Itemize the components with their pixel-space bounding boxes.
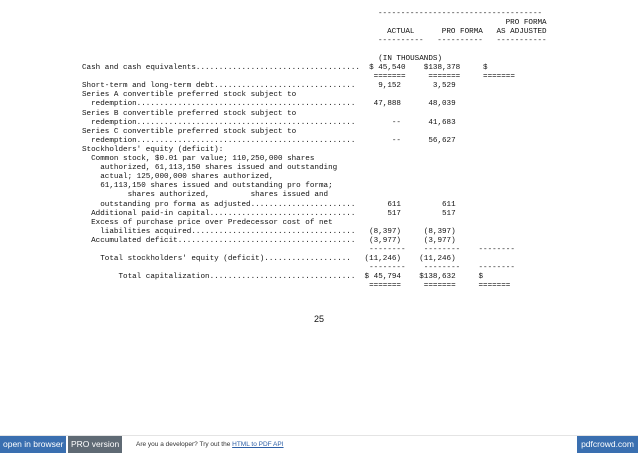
table-line: -------- -------- -------- <box>82 245 515 254</box>
table-line: Short-term and long-term debt............................... 9,152 3,529 <box>82 82 456 91</box>
table-line: Stockholders' equity (deficit): <box>82 145 224 154</box>
table-line: liabilities acquired.................................... (8,397) (8,397) <box>82 227 456 236</box>
table-line: actual; 125,000,000 shares authorized, <box>82 173 274 182</box>
pro-version-button[interactable]: PRO version <box>68 436 122 453</box>
table-line: redemption................................................ -- 41,683 <box>82 118 456 127</box>
table-line: Series A convertible preferred stock subject to <box>82 91 297 100</box>
table-line: redemption................................................ -- 56,627 <box>82 136 456 145</box>
table-line: -------- -------- -------- <box>82 264 515 273</box>
table-line: Series C convertible preferred stock subject to <box>82 127 297 136</box>
table-line: authorized, 61,113,150 shares issued and outstanding <box>82 164 338 173</box>
header-line: ---------- ---------- ----------- <box>378 37 547 46</box>
developer-message <box>136 436 284 453</box>
header-line: ACTUAL PRO FORMA AS ADJUSTED <box>378 28 547 37</box>
table-line: Cash and cash equivalents.................................... $ 45,540 $138,378 $ <box>82 64 488 73</box>
developer-message-text: Are you a developer? Try out the <box>136 441 231 448</box>
table-line: Accumulated deficit....................................... (3,977) (3,977) <box>82 236 456 245</box>
table-line: outstanding pro forma as adjusted....................... 611 611 <box>82 200 456 209</box>
html-to-pdf-api-link[interactable]: HTML to PDF API <box>232 441 284 448</box>
pdfcrowd-footer-bar <box>0 435 638 453</box>
column-header <box>378 10 547 46</box>
table-line: Additional paid-in capital................................ 517 517 <box>82 209 456 218</box>
table-line: shares authorized, shares issued and <box>82 191 329 200</box>
header-line: ------------------------------------ <box>378 10 543 18</box>
table-line: ======= ======= ======= <box>82 282 511 291</box>
table-line: Total stockholders' equity (deficit)................... (11,246) (11,246) <box>82 255 456 264</box>
table-line: ======= ======= ======= <box>82 73 515 82</box>
table-line: 61,113,150 shares issued and outstanding pro forma; <box>82 182 333 191</box>
header-line: PRO FORMA <box>378 19 547 28</box>
table-line: Common stock, $0.01 par value; 110,250,000 shares <box>82 155 315 164</box>
table-line: Series B convertible preferred stock subject to <box>82 109 297 118</box>
capitalization-table <box>82 55 515 291</box>
table-line: Total capitalization................................ $ 45,794 $138,632 $ <box>82 273 484 282</box>
page-number: 25 <box>313 314 324 324</box>
open-in-browser-button[interactable]: open in browser <box>0 436 66 453</box>
table-line: redemption................................................ 47,888 48,039 <box>82 100 456 109</box>
table-line: Excess of purchase price over Predecessor cost of net <box>82 218 333 227</box>
table-line: (IN THOUSANDS) <box>82 55 443 63</box>
pdfcrowd-brand-link[interactable]: pdfcrowd.com <box>577 436 638 453</box>
